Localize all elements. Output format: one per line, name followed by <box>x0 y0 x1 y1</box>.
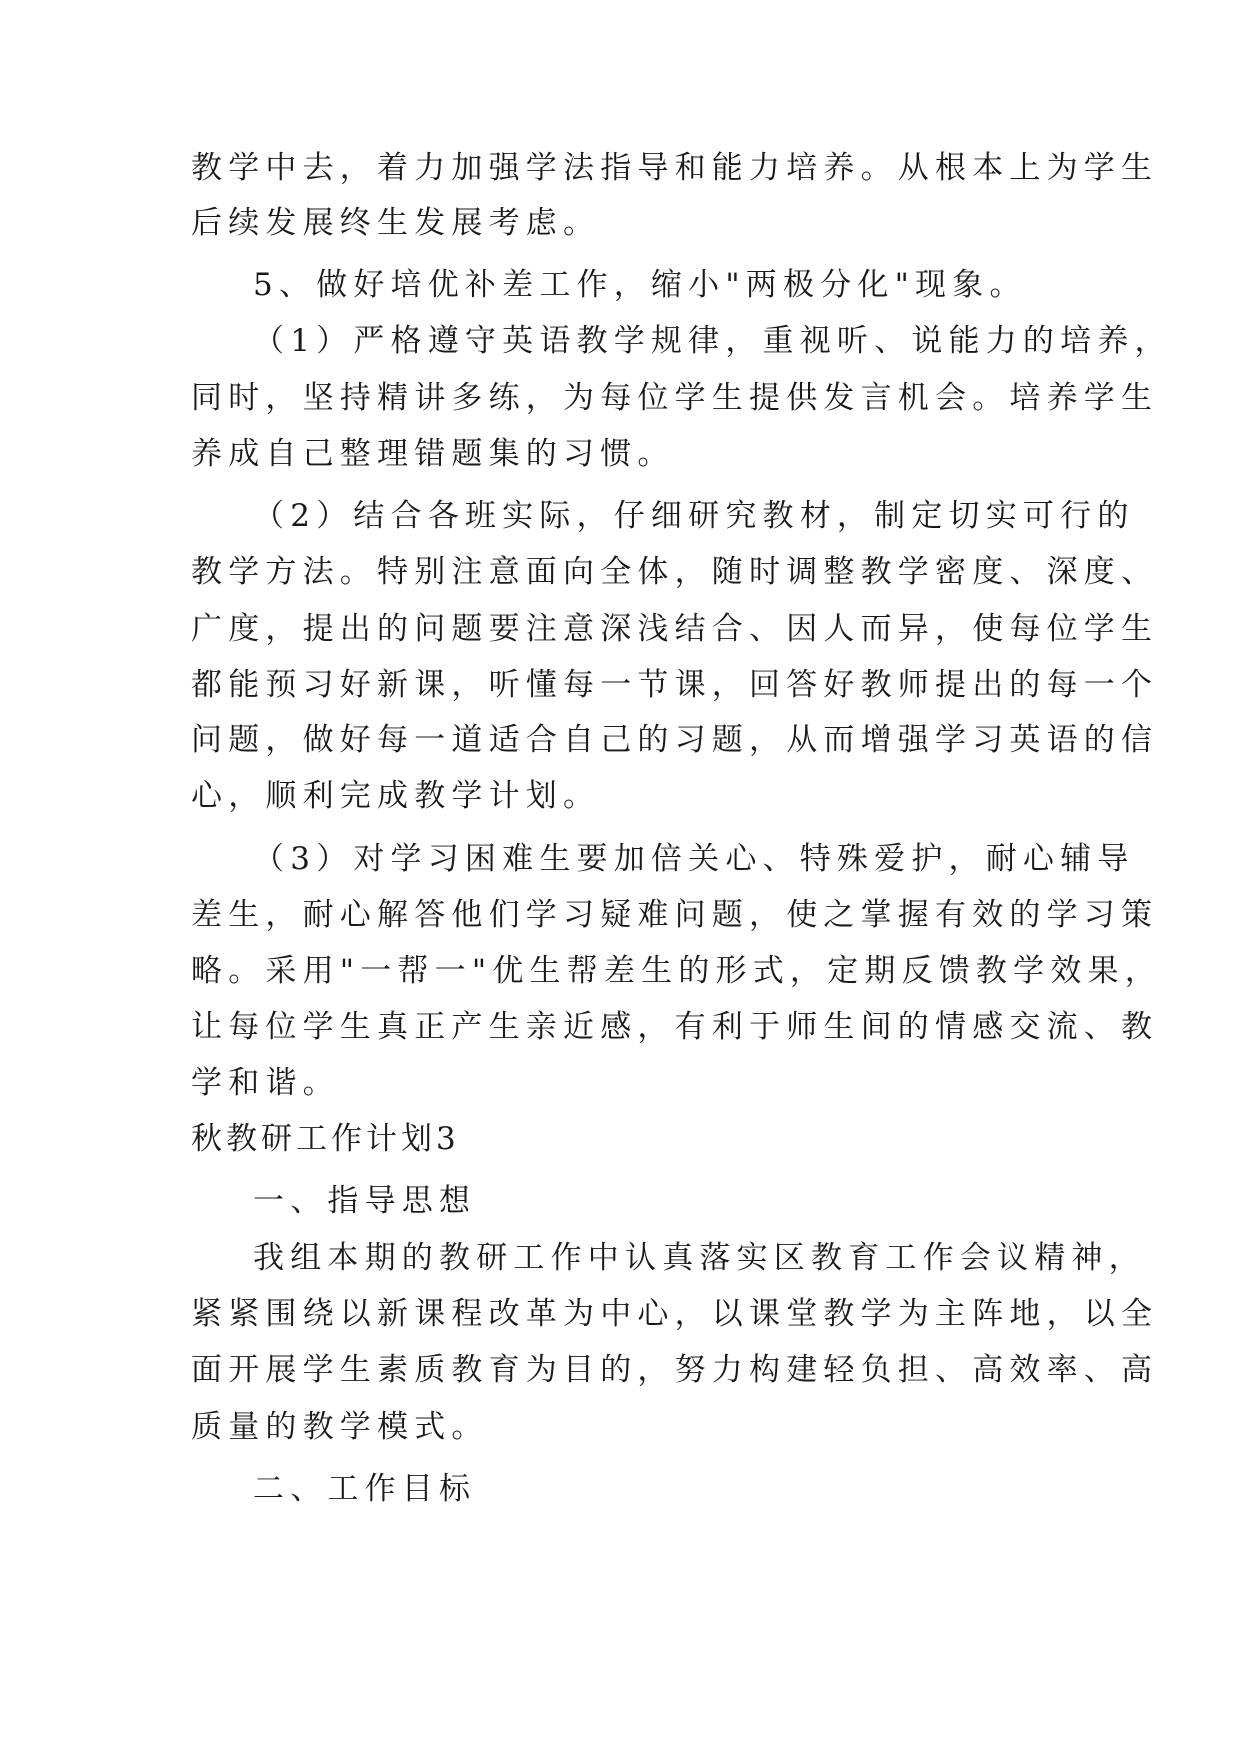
body-text-line: （1）严格遵守英语教学规律，重视听、说能力的培养， <box>253 323 1172 359</box>
body-text-line: 让每位学生真正产生亲近感，有利于师生间的情感交流、教 <box>191 1009 1159 1045</box>
body-text-line: （2）结合各班实际，仔细研究教材，制定切实可行的 <box>253 498 1135 534</box>
body-text-line: 都能预习好新课，听懂每一节课，回答好教师提出的每一个 <box>191 667 1159 703</box>
section-heading: 二、工作目标 <box>253 1471 477 1507</box>
body-text-line: （3）对学习困难生要加倍关心、特殊爱护，耐心辅导 <box>253 841 1135 877</box>
body-text-line: 略。采用"一帮一"优生帮差生的形式，定期反馈教学效果， <box>191 953 1162 989</box>
body-text-line: 养成自己整理错题集的习惯。 <box>191 436 675 472</box>
body-text-line: 教学方法。特别注意面向全体，随时调整教学密度、深度、 <box>191 554 1159 590</box>
body-text-line: 后续发展终生发展考虑。 <box>191 205 601 241</box>
body-text-line: 同时，坚持精讲多练，为每位学生提供发言机会。培养学生 <box>191 380 1159 416</box>
body-text-line: 面开展学生素质教育为目的，努力构建轻负担、高效率、高 <box>191 1352 1159 1388</box>
section-heading: 5、做好培优补差工作，缩小"两极分化"现象。 <box>253 267 1027 303</box>
body-text-line: 紧紧围绕以新课程改革为中心，以课堂教学为主阵地，以全 <box>191 1296 1159 1332</box>
body-text-line: 学和谐。 <box>191 1065 340 1101</box>
body-text-line: 心，顺利完成教学计划。 <box>191 778 601 814</box>
body-text-line: 质量的教学模式。 <box>191 1409 489 1445</box>
body-text-line: 我组本期的教研工作中认真落实区教育工作会议精神， <box>253 1240 1146 1276</box>
body-text-line: 教学中去，着力加强学法指导和能力培养。从根本上为学生 <box>191 150 1159 186</box>
section-heading: 一、指导思想 <box>253 1183 477 1219</box>
body-text-line: 差生，耐心解答他们学习疑难问题，使之掌握有效的学习策 <box>191 897 1159 933</box>
body-text-line: 问题，做好每一道适合自己的习题，从而增强学习英语的信 <box>191 722 1159 758</box>
document-title: 秋教研工作计划3 <box>191 1121 460 1157</box>
body-text-line: 广度，提出的问题要注意深浅结合、因人而异，使每位学生 <box>191 611 1159 647</box>
